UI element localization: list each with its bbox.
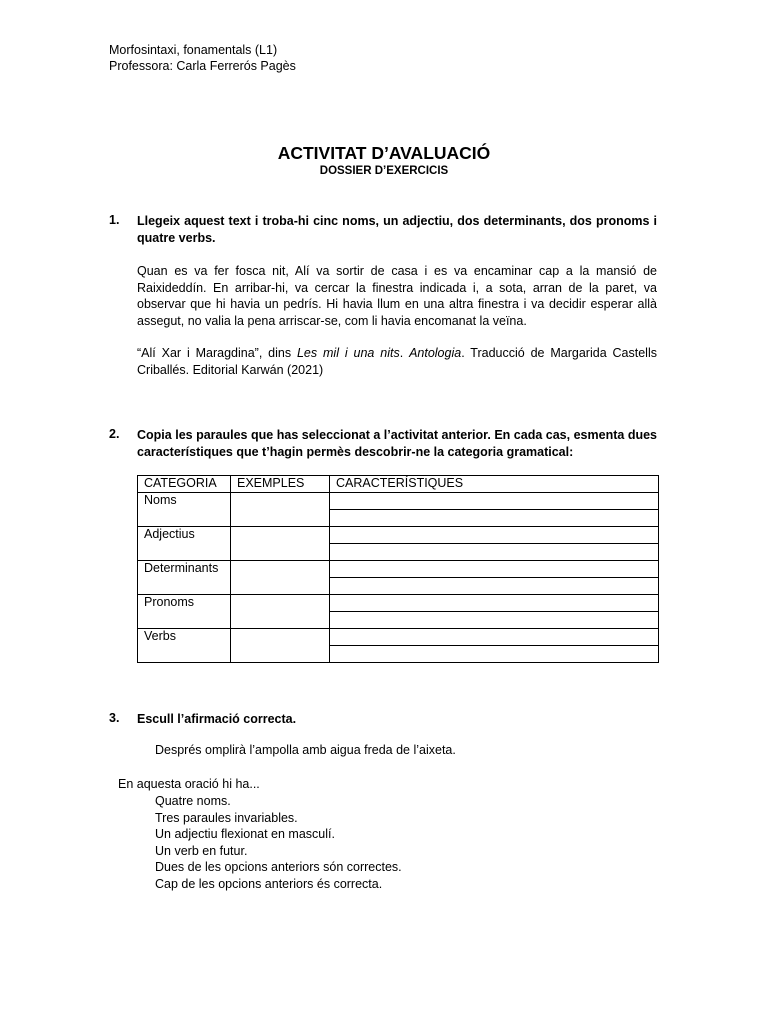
citation-end: . Traducció de Margarida Castells Criballés. Editorial Karwán (2021) <box>137 346 657 377</box>
answer-option[interactable]: Quatre noms. <box>155 794 231 808</box>
question-1-passage: Quan es va fer fosca nit, Alí va sortir de casa i es va encaminar cap a la mansió de Raixideddín. En arribar-hi, va cercar la finestra indicada i, a sota, arran de la paret, va observar que hi havia un pedrís. Hi havia llum en una altra finestra i va decidir esperar allà assegut, no valia la pena arriscar-se, com li havia encomanat la veïna. <box>137 264 657 328</box>
table-header-row <box>138 476 659 493</box>
examples-cell[interactable] <box>231 527 330 561</box>
document-header <box>109 42 296 74</box>
row-label-pronoms: Pronoms <box>138 595 231 629</box>
page-title: ACTIVITAT D’AVALUACIÓ <box>277 143 491 163</box>
characteristic-cell[interactable] <box>330 612 659 629</box>
table-row <box>138 561 659 578</box>
question-1-citation <box>137 345 657 378</box>
table-row <box>138 493 659 510</box>
row-label-noms: Noms <box>138 493 231 527</box>
citation-start: “Alí Xar i Maragdina”, dins <box>137 346 297 360</box>
answer-option[interactable]: Un verb en futur. <box>155 843 248 858</box>
question-3-intro: En aquesta oració hi ha... <box>118 777 260 791</box>
characteristic-cell[interactable] <box>330 544 659 561</box>
question-3-prompt: Escull l’afirmació correcta. <box>137 712 297 726</box>
answer-options <box>155 793 402 892</box>
row-label-determinants: Determinants <box>138 561 231 595</box>
row-label-adjectius: Adjectius <box>138 527 231 561</box>
question-1-number: 1. <box>109 213 120 227</box>
characteristic-cell[interactable] <box>330 629 659 646</box>
question-3-number: 3. <box>109 711 120 725</box>
table-row <box>138 629 659 646</box>
answer-option[interactable]: Cap de les opcions anteriors és correcta. <box>155 876 383 891</box>
characteristic-cell[interactable] <box>330 493 659 510</box>
examples-cell[interactable] <box>231 629 330 663</box>
characteristic-cell[interactable] <box>330 527 659 544</box>
table-row <box>138 527 659 544</box>
characteristic-cell[interactable] <box>330 561 659 578</box>
examples-cell[interactable] <box>231 561 330 595</box>
characteristic-cell[interactable] <box>330 646 659 663</box>
characteristic-cell[interactable] <box>330 578 659 595</box>
row-label-verbs: Verbs <box>138 629 231 663</box>
col-header-exemples: EXEMPLES <box>231 476 330 493</box>
question-2-prompt: Copia les paraules que has seleccionat a l’activitat anterior. En cada cas, esmenta dues característiques que t’hagin permès descobrir-ne la categoria gramatical: <box>137 428 657 459</box>
citation-series: Antologia <box>409 346 462 360</box>
characteristic-cell[interactable] <box>330 595 659 612</box>
question-1-prompt: Llegeix aquest text i troba-hi cinc noms, un adjectiu, dos determinants, dos pronoms i quatre verbs. <box>137 214 657 245</box>
characteristic-cell[interactable] <box>330 510 659 527</box>
course-name: Morfosintaxi, fonamentals (L1) <box>109 43 278 57</box>
answer-option[interactable]: Tres paraules invariables. <box>155 810 298 825</box>
question-3-sentence: Després omplirà l’ampolla amb aigua freda de l’aixeta. <box>155 743 456 757</box>
citation-separator: . <box>399 346 410 360</box>
examples-cell[interactable] <box>231 493 330 527</box>
citation-book-title: Les mil i una nits <box>296 346 400 360</box>
question-2-number: 2. <box>109 427 120 441</box>
category-table <box>137 475 659 663</box>
answer-option[interactable]: Dues de les opcions anteriors són correctes. <box>155 860 402 874</box>
col-header-categoria: CATEGORIA <box>138 476 231 493</box>
page-subtitle: DOSSIER D’EXERCICIS <box>319 165 449 177</box>
col-header-caracteristiques: CARACTERÍSTIQUES <box>330 476 659 493</box>
answer-option[interactable]: Un adjectiu flexionat en masculí. <box>155 827 335 841</box>
examples-cell[interactable] <box>231 595 330 629</box>
table-row <box>138 595 659 612</box>
teacher-name: Professora: Carla Ferrerós Pagès <box>109 59 296 73</box>
